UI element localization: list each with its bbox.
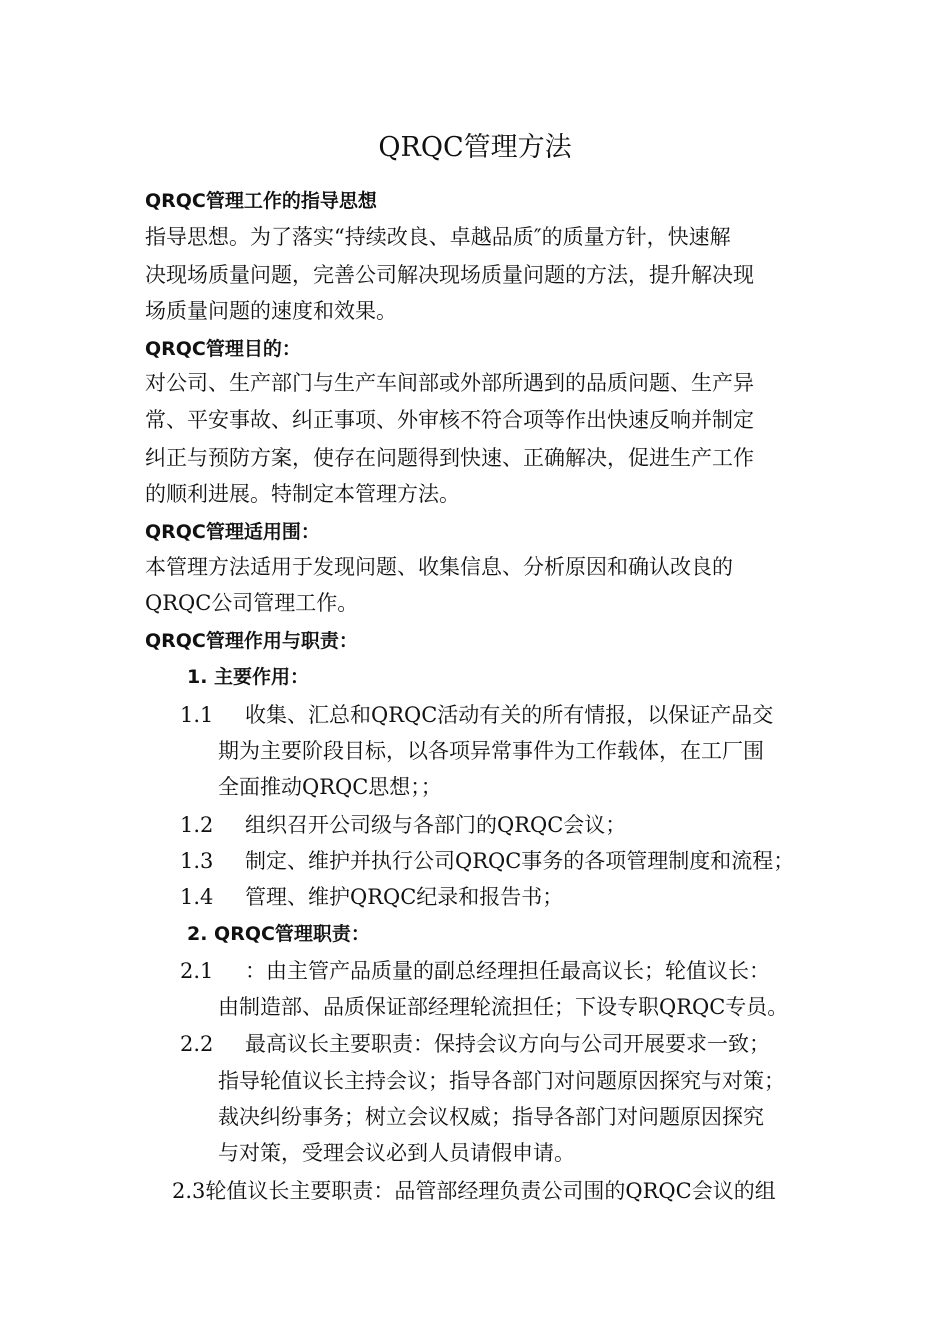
list-item-text: 2.3轮值议长主要职责：品管部经理负责公司围的QRQC会议的组 [172,1179,776,1203]
list-item-number: 1.3 [180,849,214,873]
paragraph-line: 的顺利进展。特制定本管理方法。 [145,482,460,506]
paragraph-line: 纠正与预防方案，使存在问题得到快速、正确解决，促进生产工作 [145,446,754,470]
paragraph-line: 本管理方法适用于发现问题、收集信息、分析原因和确认改良的 [145,555,733,579]
subsection-heading-main-functions: 1. 主要作用： [187,666,310,688]
section-heading-guiding-idea: QRQC管理工作的指导思想 [145,190,377,212]
paragraph-line: 决现场质量问题，完善公司解决现场质量问题的方法，提升解决现 [145,263,754,287]
list-item-text: 指导轮值议长主持会议；指导各部门对问题原因探究与对策； [218,1069,785,1093]
subsection-heading-responsibilities: 2. QRQC管理职责： [187,923,370,945]
list-item-number: 1.1 [180,703,214,727]
list-item-text: 由制造部、品质保证部经理轮流担任；下设专职QRQC专员。 [218,995,789,1019]
paragraph-line: 指导思想。为了落实“持续改良、卓越品质″的质量方针，快速解 [145,225,731,249]
list-item-text: 全面推动QRQC思想；； [218,775,442,799]
list-item-text: 组织召开公司级与各部门的QRQC会议； [245,813,627,837]
list-item-text: 制定、维护并执行公司QRQC事务的各项管理制度和流程； [245,849,795,873]
paragraph-line: 对公司、生产部门与生产车间部或外部所遇到的品质问题、生产异 [145,371,754,395]
list-item-number: 1.4 [180,885,214,909]
list-item-number: 2.1 [180,959,214,983]
paragraph-line: 场质量问题的速度和效果。 [145,299,397,323]
list-item-text: 与对策，受理会议必到人员请假申请。 [218,1141,575,1165]
paragraph-line: QRQC公司管理工作。 [145,591,359,615]
list-item-text: 最高议长主要职责：保持会议方向与公司开展要求一致； [245,1032,770,1056]
section-heading-roles: QRQC管理作用与职责： [145,630,358,652]
list-item-text: 期为主要阶段目标，以各项异常事件为工作载体，在工厂围 [218,739,764,763]
paragraph-line: 常、平安事故、纠正事项、外审核不符合项等作出快速反响并制定 [145,408,754,432]
section-heading-purpose: QRQC管理目的： [145,338,301,360]
section-heading-scope: QRQC管理适用围： [145,521,320,543]
list-item-number: 1.2 [180,813,214,837]
list-item-number: 2.2 [180,1032,214,1056]
list-item-text: 收集、汇总和QRQC活动有关的所有情报，以保证产品交 [245,703,774,727]
list-item-text: ：由主管产品质量的副总经理担任最高议长；轮值议长： [245,959,770,983]
list-item-text: 管理、维护QRQC纪录和报告书； [245,885,564,909]
list-item-text: 裁决纠纷事务；树立会议权威；指导各部门对问题原因探究 [218,1105,764,1129]
document-title: QRQC管理方法 [378,132,572,163]
